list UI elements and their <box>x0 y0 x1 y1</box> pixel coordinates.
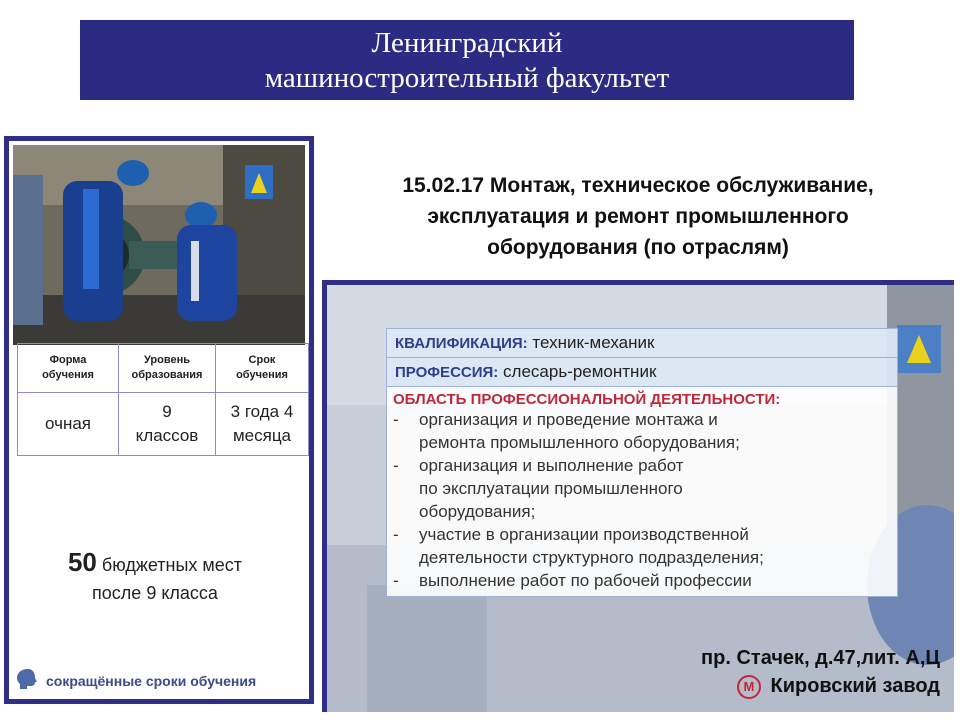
workers-photo <box>13 145 305 345</box>
value-level: 9 классов <box>119 393 216 456</box>
street-address: пр. Стачек, д.47,лит. А,Ц <box>701 647 940 669</box>
profession-row <box>386 358 898 387</box>
title-bar <box>80 20 854 100</box>
left-panel <box>4 136 314 704</box>
budget-number: 50 <box>67 547 97 577</box>
budget-text-1: бюджетных мест <box>101 555 243 575</box>
budget-places <box>0 548 310 607</box>
activity-label: ОБЛАСТЬ ПРОФЕССИОНАЛЬНОЙ ДЕЯТЕЛЬНОСТИ: <box>393 391 781 408</box>
metro-name: Кировский завод <box>770 675 940 697</box>
address <box>600 644 940 700</box>
metro-icon: М <box>737 675 761 699</box>
qualification-value: техник-механик <box>532 333 655 352</box>
heading-line-1: 15.02.17 Монтаж, техническое обслуживание, <box>402 174 874 197</box>
short-terms-text: сокращённые сроки обучения <box>46 672 257 689</box>
heading-line-2: эксплуатация и ремонт промышленного <box>427 205 849 228</box>
short-terms-note <box>16 668 256 693</box>
value-form: очная <box>18 393 119 456</box>
heading-line-3: оборудования (по отраслям) <box>487 236 789 259</box>
header-duration: Срок обучения <box>216 344 309 393</box>
list-item: - организация и выполнение работ по эксплуатации промышленного оборудования; <box>393 456 684 521</box>
qualification-row <box>386 328 898 358</box>
header-level: Уровень образования <box>119 344 216 393</box>
specialty-heading <box>328 170 948 263</box>
profession-value: слесарь-ремонтник <box>503 362 657 381</box>
list-item: - организация и проведение монтажа и ремонта промышленного оборудования; <box>393 410 740 452</box>
value-duration: 3 года 4 месяца <box>216 393 309 456</box>
title-line-2: машиностроительный факультет <box>264 62 670 94</box>
metro-station <box>600 672 940 700</box>
header-form: Форма обучения <box>18 344 119 393</box>
list-item: - участие в организации производственной деятельности структурного подразделения; <box>393 525 764 567</box>
list-item: - выполнение работ по рабочей профессии <box>393 571 752 590</box>
info-box <box>386 328 898 597</box>
qualification-label: КВАЛИФИКАЦИЯ: <box>395 335 528 352</box>
title-line-1: Ленинградский <box>371 27 563 59</box>
profession-label: ПРОФЕССИЯ: <box>395 364 499 381</box>
head-icon <box>16 668 40 693</box>
activity-area <box>386 387 898 597</box>
budget-text-2: после 9 класса <box>92 583 218 603</box>
education-table <box>17 343 309 456</box>
